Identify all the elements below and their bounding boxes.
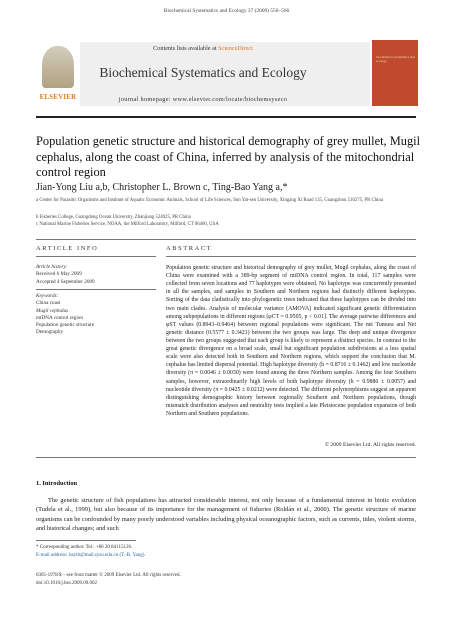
journal-title: Biochemical Systematics and Ecology — [99, 65, 307, 80]
header-divider — [36, 116, 416, 118]
journal-cover-text: biochemical systematics and ecology — [376, 55, 415, 63]
body-divider — [36, 457, 416, 458]
keyword-item: Population genetic structure — [36, 322, 95, 329]
issn-line: 0305-1978/$ – see front matter © 2009 Elsevier Ltd. All rights reserved. — [36, 573, 181, 578]
abstract-copyright: © 2009 Elsevier Ltd. All rights reserved. — [324, 442, 416, 448]
keyword-item: Mugil cephalus — [36, 307, 69, 314]
affiliation-divider — [36, 239, 416, 240]
abstract-text: Population genetic structure and historical demography of grey mullet, Mugil cephalus, along the coast of China were examined with a 389-bp segment of mtDNA control region. In total, 117 samples were collected from seven locations and 77 haplotypes were obtained. No haplotype was concurrently presented in all the samples, and samples in Southern and Northern regions had distinctly different haplotypes. Sorting of the data cladistically into phylogenetic trees indicated that these haplotypes can be divided into two main clades. Analysis of molecular variance (AMOVA) indicated significant genetic differentiation among subpopulations in different regions [φCT = 0.9505, p < 0.01]. The average pairwise differences and φST values (0.8943–0.9464) between regional populations were significant. The net Tumura and Nei genetic distance (0.5577 ± 0.3421) between the two groups was large. The deep and unique divergence between the two groups suggested that each group is likely to represent a distinct species. In contrast to the great genetic divergence on a broad scale, small but significant population subdivisions at a less spatial scale were also detected both in Southern and Northern regions, which support the conclusion that M. cephalus has limited dispersal potential. High haplotype diversity (h = 0.8716 ± 0.1462) and low nucleotide diversity (π = 0.0046 ± 0.0030) were found among the three Northern samples. Among the four Southern samples, however, extraordinarily high levels of both haplotype diversity (h = 0.9886 ± 0.0057) and nucleotide diversity (π = 0.0425 ± 0.0212) were detected. The different polymorphisms suggest an apparent distinguishing demographic history between regionally Southern and Northern populations, though mismatch distribution analyses and neutrality tests implied a late Pleistocene population expansion of both Northern and Southern populations. — [166, 265, 416, 417]
affiliation-b: b Fisheries College, Guangdong Ocean University, Zhanjiang 524025, PR China — [36, 215, 191, 220]
author-email — [36, 553, 416, 558]
affiliation-c: c National Marine Fisheries Service, NOAA, the Milford Laboratory, Milford, CT 06460, USA — [36, 222, 219, 227]
contents-prefix: Contents lists available at — [153, 45, 219, 52]
abstract-heading: ABSTRACT — [166, 245, 213, 252]
journal-homepage-link[interactable]: journal homepage: www.elsevier.com/locate/biochemsyseco — [118, 96, 288, 103]
article-info-heading: ARTICLE INFO — [36, 245, 99, 252]
article-title: Population genetic structure and historical demography of grey mullet, Mugil cephalus, along the coast of China, inferred by analysis of the mitochondrial control region — [36, 134, 421, 179]
keyword-item: China coast — [36, 300, 61, 307]
received-date: Received 6 May 2009 — [36, 271, 82, 278]
author-list: Jian-Yong Liu a,b, Christopher L. Brown c, Ting-Bao Yang a,* — [36, 182, 288, 193]
introduction-heading: 1. Introduction — [36, 480, 78, 487]
footnote-rule — [36, 540, 136, 541]
keyword-item: mtDNA control region — [36, 314, 83, 321]
accepted-date: Accepted 4 September 2009 — [36, 278, 95, 285]
journal-cover-image — [372, 40, 418, 106]
history-rule — [36, 289, 156, 290]
keywords-label: Keywords: — [36, 293, 59, 299]
article-info-rule — [36, 256, 156, 257]
keywords-block — [36, 293, 94, 337]
article-history — [36, 264, 95, 286]
doi-line[interactable]: doi:10.1016/j.bse.2009.09.002 — [36, 581, 97, 586]
affiliation-a: a Center for Parasitic Organisms and Institute of Aquatic Economic Animals, School of Life Sciences, Sun Yat-sen University, Xingang Xi Road 135, Guangzhou 510275, PR China — [36, 198, 383, 203]
corresponding-author-note: * Corresponding author. Tel.: +86 20 84115126. — [36, 545, 133, 550]
history-label: Article history: — [36, 264, 68, 270]
introduction-text: The genetic structure of fish populations has attracted considerable interest, not only because of a fundamental interest in biotic evolution (Tudela et al., 1999), but also because of its importance for the management of fisheries (Roldán et al., 2000). The genetic structure of marine organisms can be confounded by many poorly understood variables including physical oceanographic factors, such as currents, tides, violent storms, and historical changes; and such — [36, 497, 416, 532]
email-link[interactable]: E-mail address: lssytb@mail.sysu.edu.cn (T.-B. Yang). — [36, 553, 146, 558]
abstract-rule — [166, 256, 416, 257]
keyword-item: Demography — [36, 329, 64, 336]
contents-line — [36, 45, 370, 52]
running-head: Biochemical Systematics and Ecology 37 (2009) 556–566 — [163, 8, 290, 14]
sciencedirect-link[interactable]: ScienceDirect — [218, 45, 253, 52]
publisher-logo-text: ELSEVIER — [39, 94, 77, 101]
